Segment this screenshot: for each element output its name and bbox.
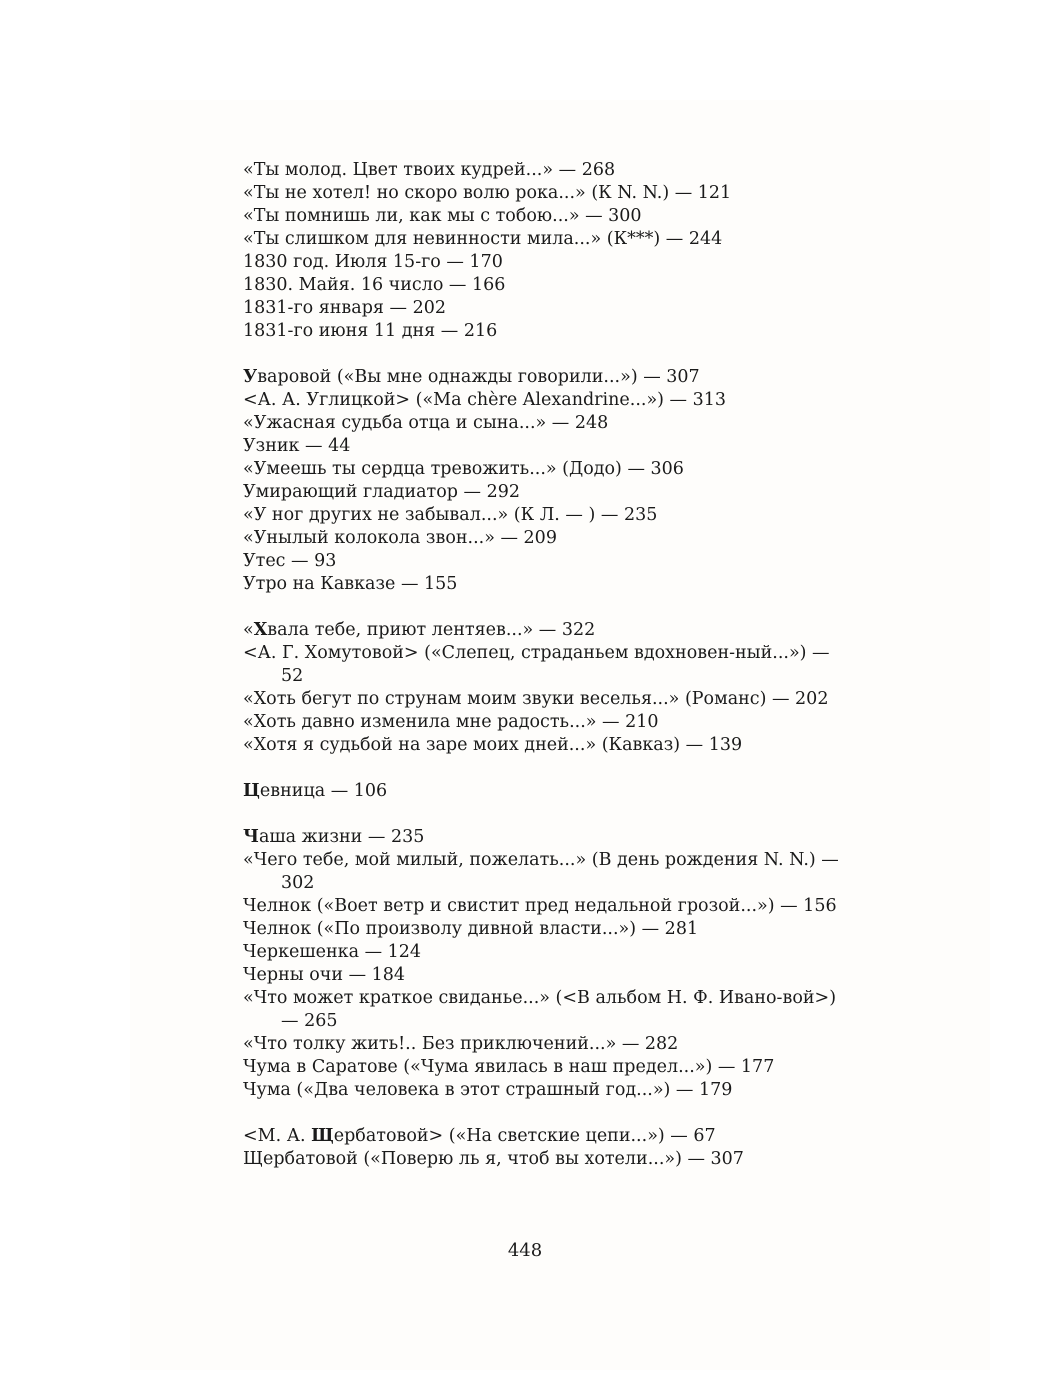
entry-lead: <М. А. xyxy=(243,1126,312,1146)
entry-text: 1830 год. Июля 15-го — 170 xyxy=(243,252,503,272)
entry-text: Щербатовой («Поверю ль я, чтоб вы хотели...») — 307 xyxy=(243,1149,744,1169)
index-entry xyxy=(243,1125,843,1148)
section-letter: Ч xyxy=(243,827,259,847)
index-entry xyxy=(243,941,843,964)
index-entry xyxy=(243,987,843,1033)
entry-text: ербатовой> («На светские цепи...») — 67 xyxy=(333,1126,716,1146)
section-letter: Щ xyxy=(311,1126,334,1146)
index-entry xyxy=(243,964,843,987)
entry-text: Челнок («Воет ветр и свистит пред недальной грозой...») — 156 xyxy=(243,896,837,916)
index-entry xyxy=(243,527,843,550)
index-entry xyxy=(243,366,843,389)
index-entry xyxy=(243,182,843,205)
index-entry xyxy=(243,1033,843,1056)
entry-text: Умирающий гладиатор — 292 xyxy=(243,482,520,502)
index-entry xyxy=(243,780,843,803)
entry-text: «Унылый колокола звон...» — 209 xyxy=(243,528,557,548)
entry-text: «Ужасная судьба отца и сына...» — 248 xyxy=(243,413,609,433)
index-entry xyxy=(243,573,843,596)
index-entry xyxy=(243,849,843,895)
entry-text: «Что толку жить!.. Без приключений...» — 282 xyxy=(243,1034,679,1054)
index-section xyxy=(243,619,843,757)
index-section xyxy=(243,1125,843,1171)
entry-text: «Ты слишком для невинности мила...» (К***) — 244 xyxy=(243,229,723,249)
entry-text: «Ты помнишь ли, как мы с тобою...» — 300 xyxy=(243,206,642,226)
entry-text: «Ты молод. Цвет твоих кудрей...» — 268 xyxy=(243,160,616,180)
entry-text: «Ты не хотел! но скоро волю рока...» (К N. N.) — 121 xyxy=(243,183,732,203)
index-entry xyxy=(243,320,843,343)
index-entry xyxy=(243,711,843,734)
entry-text: евница — 106 xyxy=(259,781,388,801)
index-entry xyxy=(243,1079,843,1102)
index-entry xyxy=(243,297,843,320)
entry-text: 1831-го января — 202 xyxy=(243,298,446,318)
entry-text: Утро на Кавказе — 155 xyxy=(243,574,458,594)
index-entry xyxy=(243,504,843,527)
entry-text: «Что может краткое свиданье...» (<В альбом Н. Ф. Ивано-вой>) — 265 xyxy=(243,988,837,1031)
entry-text: Черны очи — 184 xyxy=(243,965,406,985)
entry-text: <А. Г. Хомутовой> («Слепец, страданьем вдохновен-ный...») — 52 xyxy=(243,643,830,686)
index-entry xyxy=(243,826,843,849)
index-section xyxy=(243,366,843,596)
index-section xyxy=(243,826,843,1102)
entry-text: «Хоть бегут по струнам моим звуки веселья...» (Романс) — 202 xyxy=(243,689,829,709)
entry-text: «У ног других не забывал...» (К Л. — ) — 235 xyxy=(243,505,658,525)
entry-text: 1830. Майя. 16 число — 166 xyxy=(243,275,506,295)
index-entry xyxy=(243,734,843,757)
index-entry xyxy=(243,481,843,504)
entry-text: 1831-го июня 11 дня — 216 xyxy=(243,321,498,341)
entry-text: вала тебе, приют лентяев...» — 322 xyxy=(267,620,596,640)
index-entry xyxy=(243,458,843,481)
index-entry xyxy=(243,895,843,918)
index-entry xyxy=(243,159,843,182)
section-letter: Ц xyxy=(243,781,260,801)
alphabetical-index xyxy=(243,159,843,1194)
entry-text: <А. А. Углицкой> («Ma chère Alexandrine...») — 313 xyxy=(243,390,727,410)
index-entry xyxy=(243,918,843,941)
entry-text: «Хоть давно изменила мне радость...» — 210 xyxy=(243,712,659,732)
entry-text: Чума («Два человека в этот страшный год...») — 179 xyxy=(243,1080,733,1100)
page-number: 448 xyxy=(507,1240,543,1261)
entry-text: Челнок («По произволу дивной власти...») — 281 xyxy=(243,919,699,939)
index-entry xyxy=(243,205,843,228)
entry-text: «Умеешь ты сердца тревожить...» (Додо) — 306 xyxy=(243,459,684,479)
index-section xyxy=(243,780,843,803)
index-entry xyxy=(243,1056,843,1079)
entry-text: Утес — 93 xyxy=(243,551,337,571)
index-entry xyxy=(243,688,843,711)
entry-text: «Хотя я судьбой на заре моих дней...» (Кавказ) — 139 xyxy=(243,735,743,755)
index-entry xyxy=(243,274,843,297)
entry-text: «Чего тебе, мой милый, пожелать...» (В день рождения N. N.) — 302 xyxy=(243,850,839,893)
entry-lead: « xyxy=(243,620,254,640)
entry-text: Чума в Саратове («Чума явилась в наш предел...») — 177 xyxy=(243,1057,775,1077)
index-entry xyxy=(243,435,843,458)
index-entry xyxy=(243,642,843,688)
entry-text: Узник — 44 xyxy=(243,436,351,456)
index-section xyxy=(243,159,843,343)
index-entry xyxy=(243,1148,843,1171)
section-letter: Х xyxy=(253,620,268,640)
index-entry xyxy=(243,228,843,251)
index-entry xyxy=(243,251,843,274)
index-entry xyxy=(243,619,843,642)
entry-text: варовой («Вы мне однажды говорили...») — 307 xyxy=(257,367,700,387)
index-entry xyxy=(243,550,843,573)
index-entry xyxy=(243,389,843,412)
index-entry xyxy=(243,412,843,435)
section-letter: У xyxy=(243,367,258,387)
entry-text: Черкешенка — 124 xyxy=(243,942,422,962)
entry-text: аша жизни — 235 xyxy=(258,827,425,847)
